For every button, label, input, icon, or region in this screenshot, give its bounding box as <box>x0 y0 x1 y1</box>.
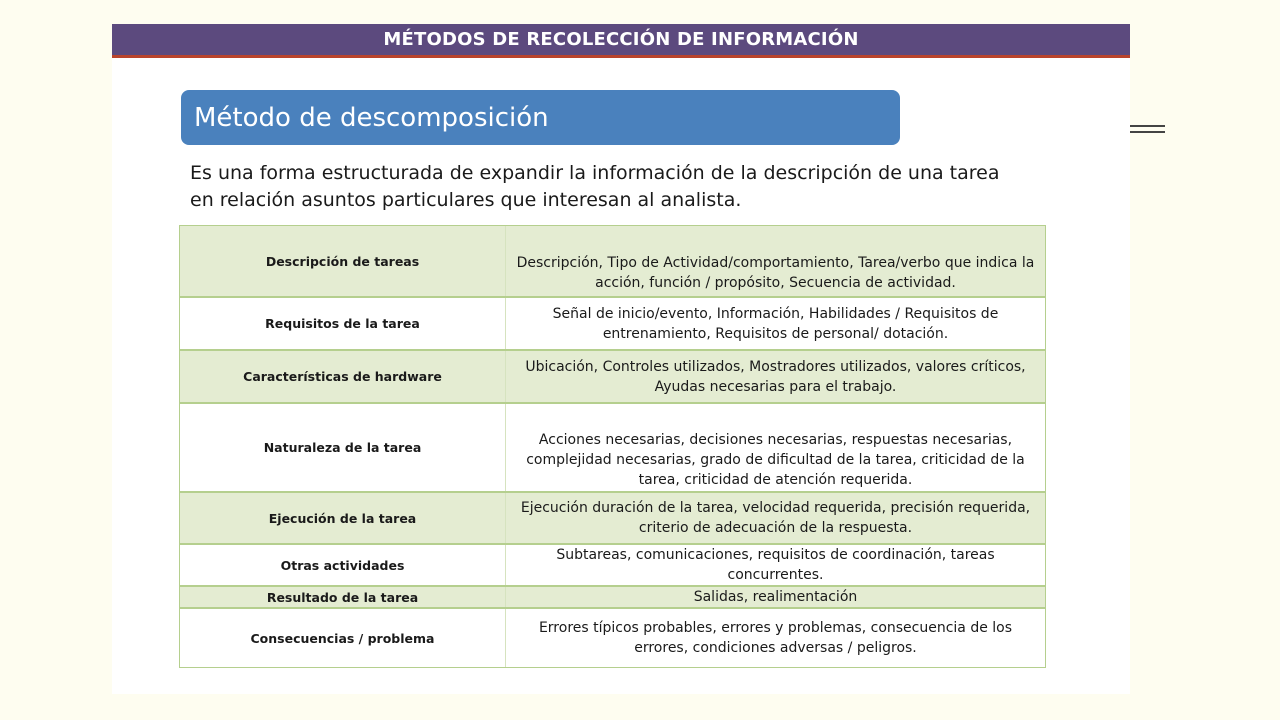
row-description: Subtareas, comunicaciones, requisitos de coordinación, tareas concurrentes. <box>556 547 995 583</box>
decomposition-table <box>179 225 1046 668</box>
row-category: Ejecución de la tarea <box>180 493 506 543</box>
row-description: Salidas, realimentación <box>693 589 858 605</box>
row-category: Otras actividades <box>180 545 506 585</box>
method-title-box <box>181 90 900 145</box>
row-category: Descripción de tareas <box>180 226 506 296</box>
slide <box>112 24 1130 694</box>
row-category: Resultado de la tarea <box>180 587 506 607</box>
row-description: Errores típicos probables, errores y problemas, consecuencia de los errores, condiciones adversas / peligros. <box>538 620 1013 656</box>
table-row <box>180 493 1045 545</box>
table-row <box>180 226 1045 298</box>
intro-paragraph <box>190 160 1090 214</box>
row-category: Naturaleza de la tarea <box>180 404 506 491</box>
table-row <box>180 545 1045 587</box>
table-row <box>180 351 1045 404</box>
section-banner <box>112 24 1130 58</box>
row-description: Acciones necesarias, decisiones necesarias, respuestas necesarias, complejidad necesarias, grado de dificultad de la tarea, criticidad de la tarea, criticidad de atención requerida. <box>526 431 1025 488</box>
row-description: Ejecución duración de la tarea, velocidad requerida, precisión requerida, criterio de adecuación de la respuesta. <box>520 500 1031 536</box>
row-category: Requisitos de la tarea <box>180 298 506 349</box>
banner-title: MÉTODOS DE RECOLECCIÓN DE INFORMACIÓN <box>383 29 859 50</box>
row-description: Ubicación, Controles utilizados, Mostradores utilizados, valores críticos, Ayudas necesarias para el trabajo. <box>525 358 1026 395</box>
table-row <box>180 298 1045 351</box>
intro-line: en relación asuntos particulares que interesan al analista. <box>190 189 742 211</box>
intro-line: Es una forma estructurada de expandir la información de la descripción de una tarea <box>190 162 1000 184</box>
row-description: Descripción, Tipo de Actividad/comportamiento, Tarea/verbo que indica la acción, función / propósito, Secuencia de actividad. <box>516 255 1035 291</box>
double-line-decoration <box>1130 125 1165 133</box>
row-category: Consecuencias / problema <box>180 609 506 667</box>
table-row <box>180 404 1045 493</box>
table-row <box>180 609 1045 667</box>
method-title: Método de descomposición <box>194 102 549 133</box>
row-description: Señal de inicio/evento, Información, Habilidades / Requisitos de entrenamiento, Requisitos de personal/ dotación. <box>552 305 999 342</box>
row-category: Características de hardware <box>180 351 506 402</box>
table-row <box>180 587 1045 609</box>
